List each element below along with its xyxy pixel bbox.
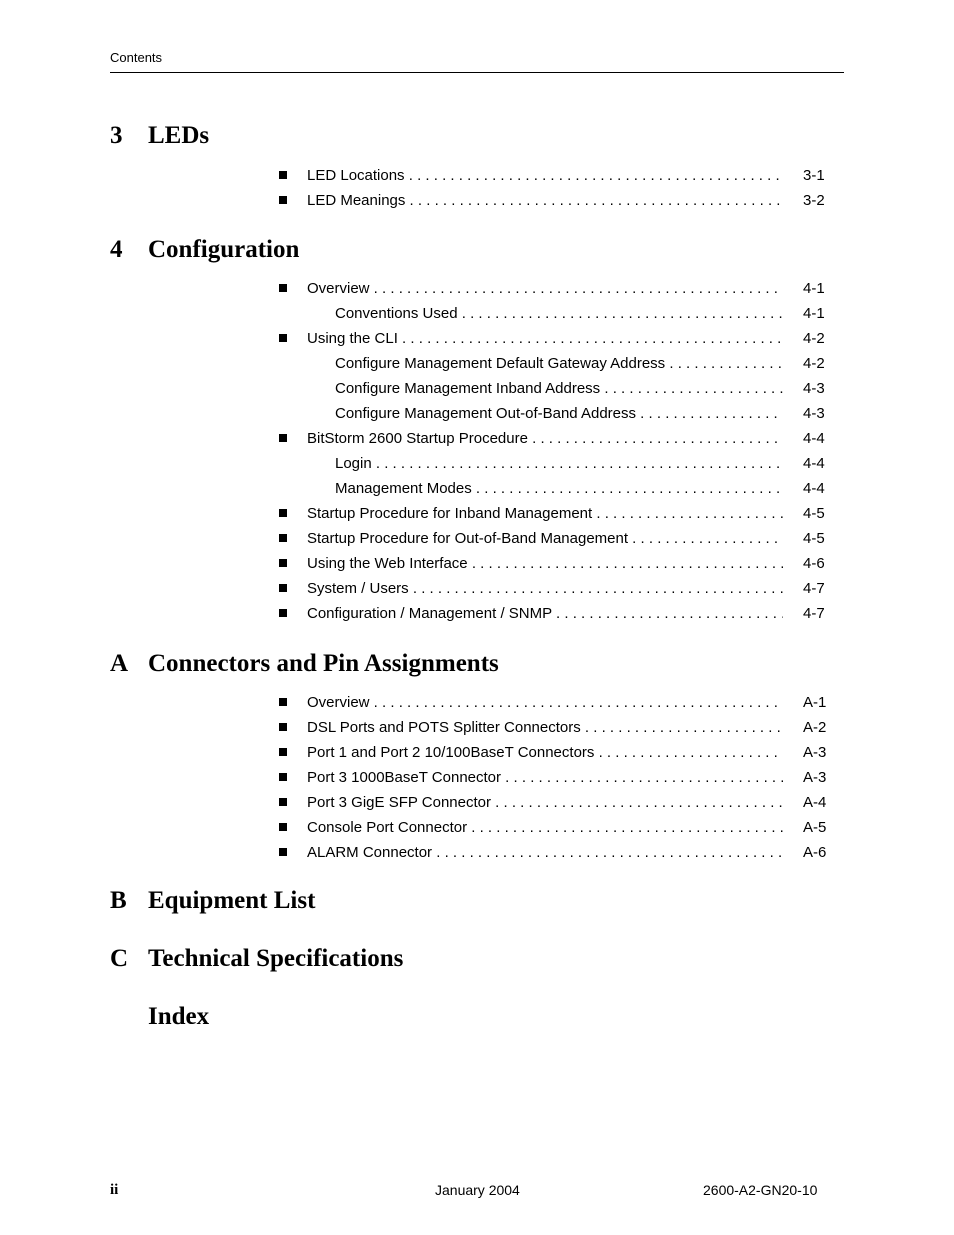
entry-page: 4-5: [803, 530, 825, 547]
entry-page: 3-1: [803, 167, 825, 184]
entry-label: Configure Management Out-of-Band Address: [335, 405, 637, 422]
entry-page: 3-2: [803, 192, 825, 209]
chapter-title: Technical Specifications: [148, 945, 404, 972]
toc-entry[interactable]: [0, 715, 954, 740]
entry-page: 4-4: [803, 455, 825, 472]
toc-entry[interactable]: [0, 163, 954, 188]
entry-label: Console Port Connector: [307, 819, 468, 836]
toc-entry[interactable]: [0, 815, 954, 840]
toc-subentry[interactable]: [0, 351, 954, 376]
toc-entry[interactable]: [0, 601, 954, 626]
entry-label: Startup Procedure for Out-of-Band Management: [307, 530, 629, 547]
entry-page: 4-3: [803, 405, 825, 422]
toc-list-a: [0, 690, 954, 865]
chapter-number: B: [110, 887, 127, 914]
entry-label: Conventions Used: [335, 305, 458, 322]
toc-subentry[interactable]: [0, 451, 954, 476]
chapter-title: Configuration: [148, 236, 300, 263]
entry-page: A-2: [803, 719, 827, 736]
entry-label: Startup Procedure for Inband Management: [307, 505, 593, 522]
toc-entry[interactable]: [0, 690, 954, 715]
toc-entry[interactable]: [0, 501, 954, 526]
entry-label: Using the Web Interface: [307, 555, 468, 572]
entry-label: BitStorm 2600 Startup Procedure: [307, 430, 528, 447]
entry-label: Using the CLI: [307, 330, 398, 347]
square-bullet-icon: [279, 559, 287, 567]
square-bullet-icon: [279, 171, 287, 179]
chapter-number: C: [110, 945, 129, 972]
entry-page: A-3: [803, 769, 827, 786]
entry-label: DSL Ports and POTS Splitter Connectors: [307, 719, 581, 736]
toc-subentry[interactable]: [0, 376, 954, 401]
entry-label: Port 3 1000BaseT Connector: [307, 769, 502, 786]
toc-entry[interactable]: [0, 765, 954, 790]
entry-label: Configure Management Default Gateway Address: [335, 355, 666, 372]
square-bullet-icon: [279, 584, 287, 592]
entry-label: ALARM Connector: [307, 844, 433, 861]
entry-label: LED Meanings: [307, 192, 406, 209]
chapter-number: 4: [110, 236, 123, 263]
entry-page: A-6: [803, 844, 827, 861]
entry-label: Port 1 and Port 2 10/100BaseT Connectors: [307, 744, 595, 761]
entry-page: 4-6: [803, 555, 825, 572]
square-bullet-icon: [279, 823, 287, 831]
square-bullet-icon: [279, 748, 287, 756]
square-bullet-icon: [279, 284, 287, 292]
entry-label: Overview: [307, 280, 370, 297]
square-bullet-icon: [279, 773, 287, 781]
entry-label: LED Locations: [307, 167, 405, 184]
toc-entry[interactable]: [0, 790, 954, 815]
toc-entry[interactable]: [0, 326, 954, 351]
entry-page: A-4: [803, 794, 827, 811]
toc-entry[interactable]: [0, 740, 954, 765]
running-header: Contents: [110, 50, 163, 65]
square-bullet-icon: [279, 798, 287, 806]
square-bullet-icon: [279, 509, 287, 517]
entry-label: System / Users: [307, 580, 409, 597]
entry-page: A-3: [803, 744, 827, 761]
footer-page-number: ii: [110, 1182, 119, 1198]
toc-subentry[interactable]: [0, 401, 954, 426]
entry-page: 4-5: [803, 505, 825, 522]
entry-page: A-5: [803, 819, 827, 836]
entry-page: 4-1: [803, 280, 825, 297]
footer-document-id: 2600-A2-GN20-10: [703, 1182, 818, 1198]
entry-label: Management Modes: [335, 480, 472, 497]
toc-entry[interactable]: [0, 188, 954, 213]
square-bullet-icon: [279, 534, 287, 542]
toc-subentry[interactable]: [0, 301, 954, 326]
entry-page: 4-4: [803, 480, 825, 497]
toc-entry[interactable]: [0, 840, 954, 865]
entry-label: Port 3 GigE SFP Connector: [307, 794, 491, 811]
entry-page: 4-7: [803, 605, 825, 622]
square-bullet-icon: [279, 434, 287, 442]
toc-list-3: [0, 163, 954, 213]
toc-entry[interactable]: [0, 551, 954, 576]
chapter-title: Index: [148, 1003, 210, 1030]
entry-page: A-1: [803, 694, 827, 711]
toc-entry[interactable]: [0, 526, 954, 551]
square-bullet-icon: [279, 848, 287, 856]
toc-entry[interactable]: [0, 276, 954, 301]
toc-subentry[interactable]: [0, 476, 954, 501]
entry-page: 4-2: [803, 330, 825, 347]
chapter-number: 3: [110, 122, 123, 149]
entry-label: Overview: [307, 694, 370, 711]
chapter-number: A: [110, 650, 129, 677]
chapter-title: LEDs: [148, 122, 210, 149]
entry-page: 4-3: [803, 380, 825, 397]
entry-label: Login: [335, 455, 372, 472]
entry-page: 4-1: [803, 305, 825, 322]
footer-date: January 2004: [435, 1182, 520, 1198]
square-bullet-icon: [279, 196, 287, 204]
toc-entry[interactable]: [0, 426, 954, 451]
chapter-title: Equipment List: [148, 887, 316, 914]
entry-page: 4-2: [803, 355, 825, 372]
square-bullet-icon: [279, 698, 287, 706]
entry-label: Configure Management Inband Address: [335, 380, 601, 397]
entry-page: 4-4: [803, 430, 825, 447]
entry-label: Configuration / Management / SNMP: [307, 605, 552, 622]
square-bullet-icon: [279, 334, 287, 342]
toc-list-4: [0, 276, 954, 626]
square-bullet-icon: [279, 723, 287, 731]
header-rule: [110, 72, 844, 73]
toc-entry[interactable]: [0, 576, 954, 601]
chapter-title: Connectors and Pin Assignments: [148, 650, 499, 677]
entry-page: 4-7: [803, 580, 825, 597]
square-bullet-icon: [279, 609, 287, 617]
